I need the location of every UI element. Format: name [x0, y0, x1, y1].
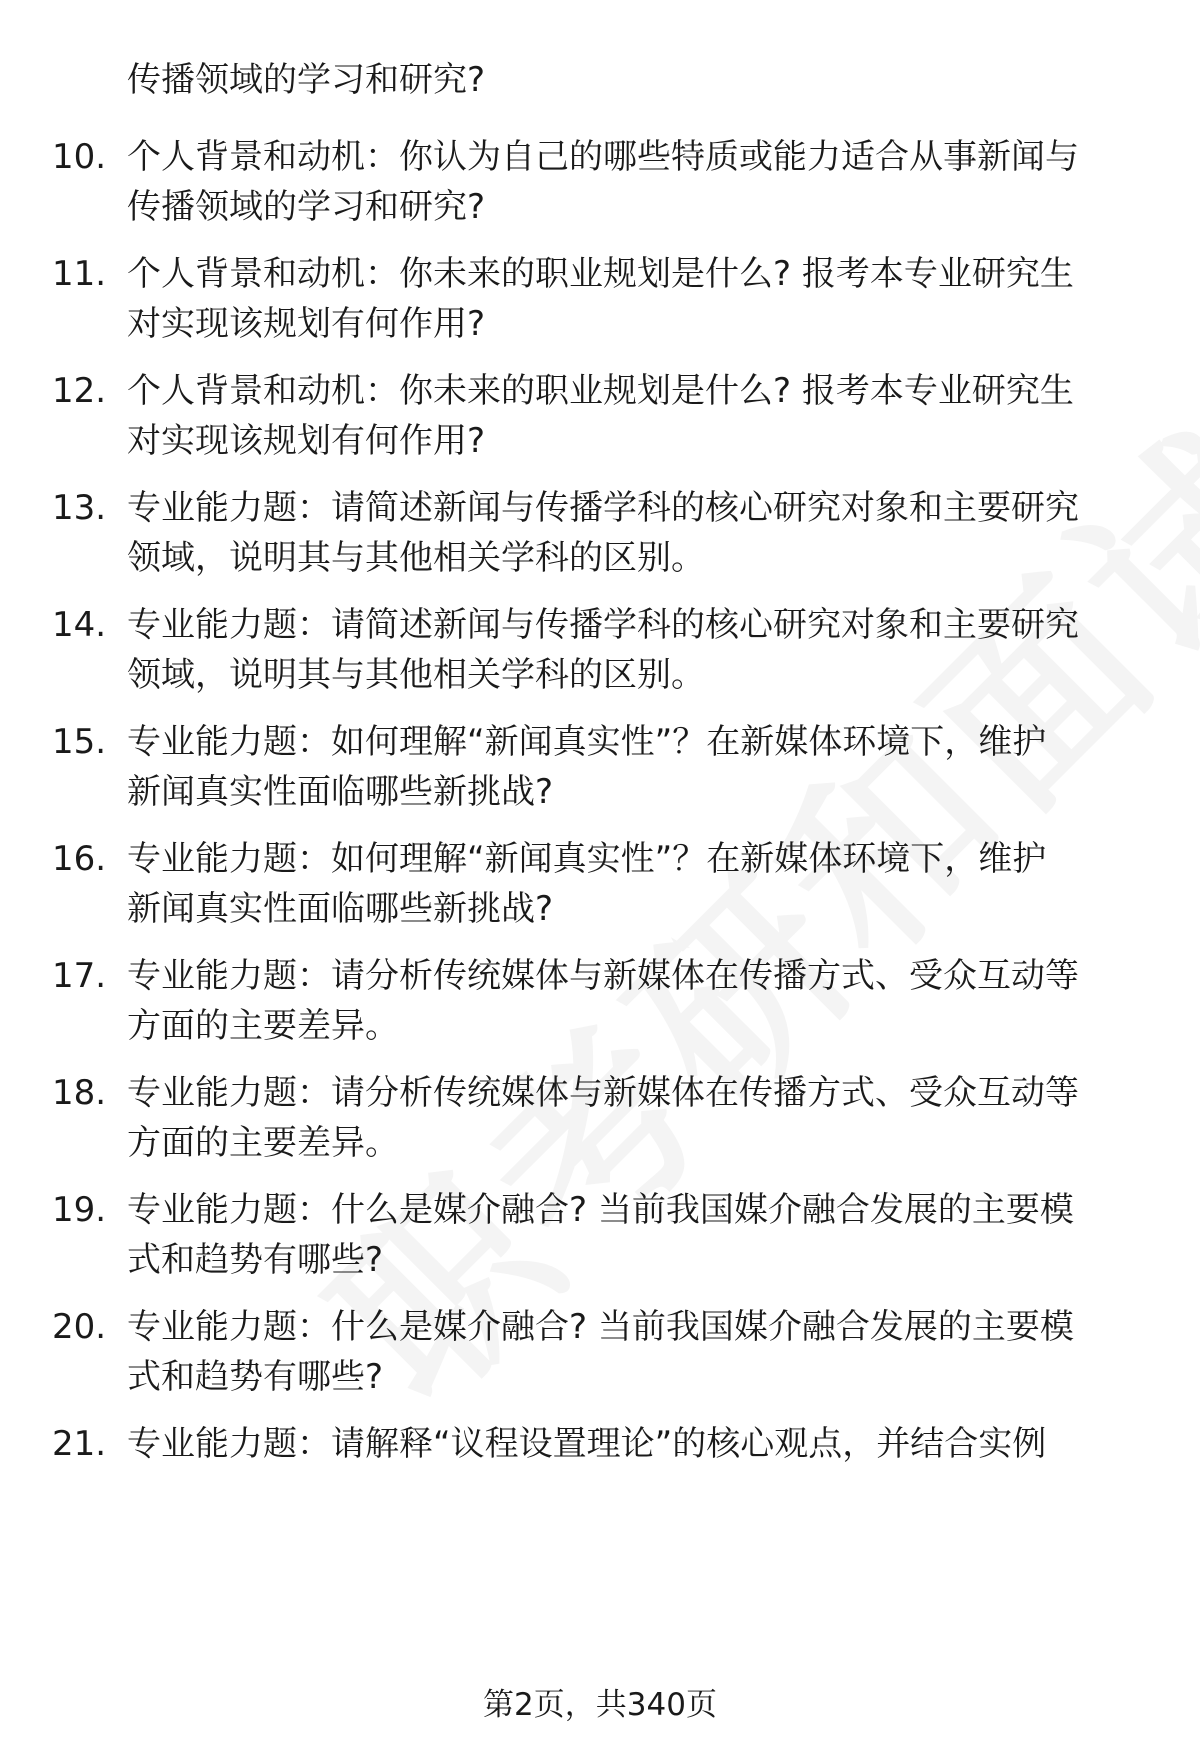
question-number: 13. — [52, 488, 107, 528]
question-text — [127, 249, 1147, 349]
question-number: 17. — [52, 956, 107, 996]
question-number: 14. — [52, 605, 107, 645]
question-text — [127, 834, 1147, 934]
question-text-line: 对实现该规划有何作用? — [127, 304, 486, 344]
page-footer: 第2页，共340页 — [483, 1687, 717, 1723]
question-text-line: 专业能力题：如何理解“新闻真实性”？在新媒体环境下，维护 — [127, 722, 1047, 762]
question-text-line: 专业能力题：如何理解“新闻真实性”？在新媒体环境下，维护 — [127, 839, 1047, 879]
question-number: 15. — [52, 722, 107, 762]
question-text — [127, 1302, 1147, 1402]
question-text-line: 专业能力题：请分析传统媒体与新媒体在传播方式、受众互动等 — [127, 1073, 1079, 1113]
question-number: 19. — [52, 1190, 107, 1230]
continuation-line: 传播领域的学习和研究? — [127, 60, 486, 100]
question-text-line: 式和趋势有哪些? — [127, 1357, 384, 1397]
question-number: 18. — [52, 1073, 107, 1113]
question-text-line: 对实现该规划有何作用? — [127, 421, 486, 461]
question-text — [127, 132, 1147, 232]
question-text-line: 专业能力题：请简述新闻与传播学科的核心研究对象和主要研究 — [127, 488, 1079, 528]
question-text-line: 领域，说明其与其他相关学科的区别。 — [127, 655, 705, 695]
question-text-line: 领域，说明其与其他相关学科的区别。 — [127, 538, 705, 578]
question-text-line: 个人背景和动机：你未来的职业规划是什么? 报考本专业研究生 — [127, 371, 1074, 411]
question-number: 21. — [52, 1424, 107, 1464]
question-text — [127, 951, 1147, 1051]
question-text — [127, 717, 1147, 817]
question-text-line: 传播领域的学习和研究? — [127, 187, 486, 227]
question-text-line: 专业能力题：什么是媒介融合? 当前我国媒介融合发展的主要模 — [127, 1190, 1074, 1230]
question-number: 16. — [52, 839, 107, 879]
question-text-line: 专业能力题：请分析传统媒体与新媒体在传播方式、受众互动等 — [127, 956, 1079, 996]
question-text-line: 个人背景和动机：你未来的职业规划是什么? 报考本专业研究生 — [127, 254, 1074, 294]
question-text — [127, 1185, 1147, 1285]
question-text-line: 式和趋势有哪些? — [127, 1240, 384, 1280]
question-text — [127, 1068, 1147, 1168]
question-text-line: 新闻真实性面临哪些新挑战? — [127, 772, 554, 812]
question-text-line: 专业能力题：请解释“议程设置理论”的核心观点，并结合实例 — [127, 1424, 1047, 1464]
question-text-line: 方面的主要差异。 — [127, 1123, 399, 1163]
question-text — [127, 1419, 1147, 1469]
question-text — [127, 483, 1147, 583]
question-text-line: 新闻真实性面临哪些新挑战? — [127, 889, 554, 929]
question-text-line: 方面的主要差异。 — [127, 1006, 399, 1046]
question-text-line: 专业能力题：请简述新闻与传播学科的核心研究对象和主要研究 — [127, 605, 1079, 645]
question-text — [127, 366, 1147, 466]
question-number: 12. — [52, 371, 107, 411]
question-number: 10. — [52, 137, 107, 177]
question-number: 20. — [52, 1307, 107, 1347]
question-number: 11. — [52, 254, 107, 294]
question-text-line: 个人背景和动机：你认为自己的哪些特质或能力适合从事新闻与 — [127, 137, 1079, 177]
question-text-line: 专业能力题：什么是媒介融合? 当前我国媒介融合发展的主要模 — [127, 1307, 1074, 1347]
question-text — [127, 600, 1147, 700]
